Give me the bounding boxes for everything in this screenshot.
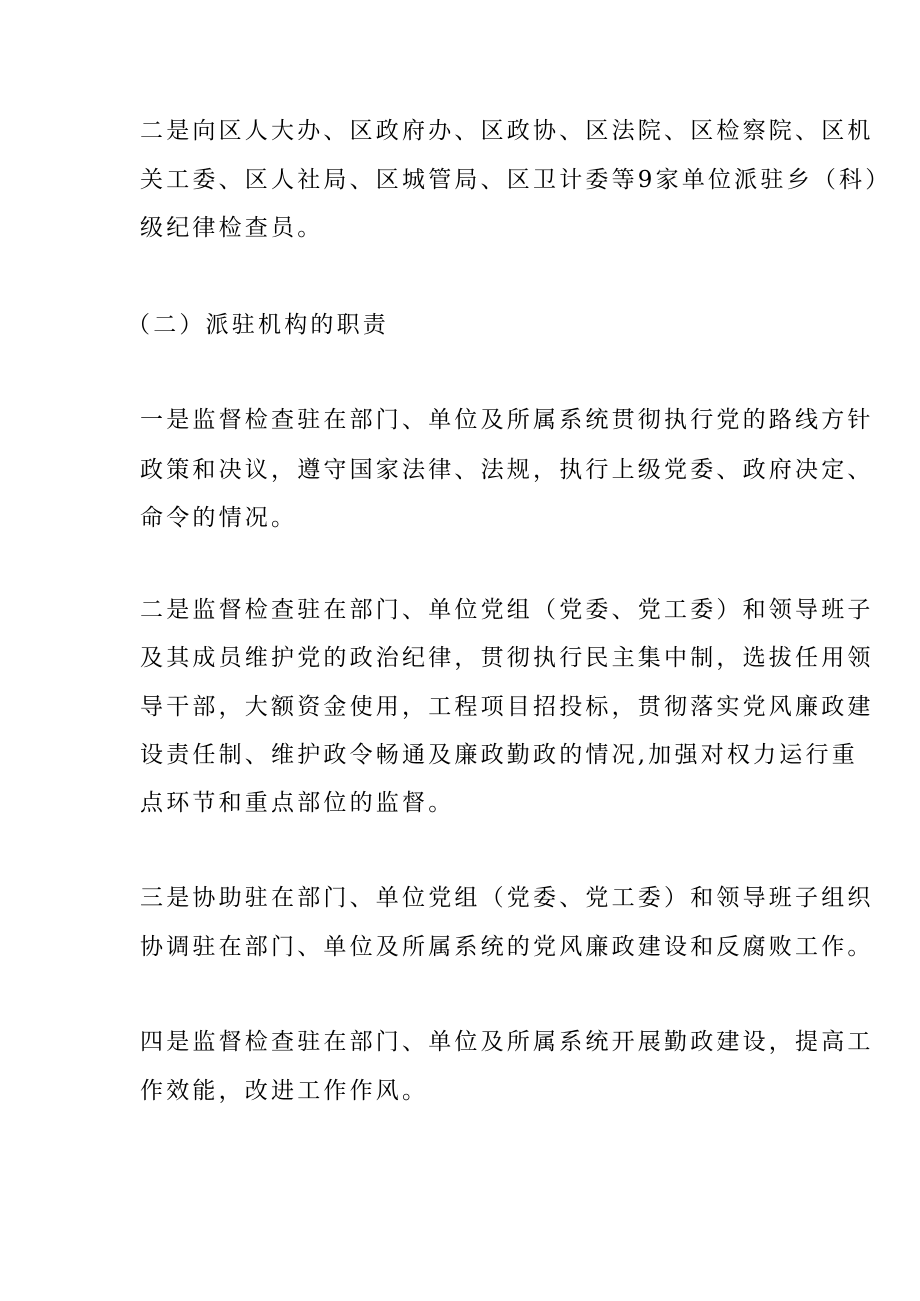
paragraph-3-line-5: 点环节和重点部位的监督。 [140,790,455,816]
paragraph-3-line-1: 二是监督检查驻在部门、单位党组（党委、党工委）和领导班子 [140,597,874,623]
paragraph-2-line-1: 一是监督检查驻在部门、单位及所属系统贯彻执行党的路线方针 [140,407,874,433]
section-heading: （二）派驻机构的职责 [127,312,389,338]
paragraph-3-line-2: 及其成员维护党的政治纪律，贯彻执行民主集中制，选拔任用领 [140,645,874,671]
paragraph-1-line-2: 关工委、区人社局、区城管局、区卫计委等9家单位派驻乡（科） [140,167,892,193]
paragraph-1-line-3: 级纪律检查员。 [140,215,324,241]
paragraph-2-line-3: 命令的情况。 [140,505,298,531]
paragraph-5-line-2: 作效能，改进工作作风。 [140,1078,429,1104]
paragraph-4-line-1: 三是协助驻在部门、单位党组（党委、党工委）和领导班子组织 [140,885,874,911]
paragraph-3-line-4: 设责任制、维护政令畅通及廉政勤政的情况,加强对权力运行重 [140,742,858,768]
paragraph-4-line-2: 协调驻在部门、单位及所属系统的党风廉政建设和反腐败工作。 [140,934,874,960]
paragraph-1-line-1: 二是向区人大办、区政府办、区政协、区法院、区检察院、区机 [140,118,874,144]
paragraph-2-line-2: 政策和决议，遵守国家法律、法规，执行上级党委、政府决定、 [140,457,874,483]
paragraph-5-line-1: 四是监督检查驻在部门、单位及所属系统开展勤政建设，提高工 [140,1029,874,1055]
paragraph-3-line-3: 导干部，大额资金使用，工程项目招投标，贯彻落实党风廉政建 [140,694,874,720]
